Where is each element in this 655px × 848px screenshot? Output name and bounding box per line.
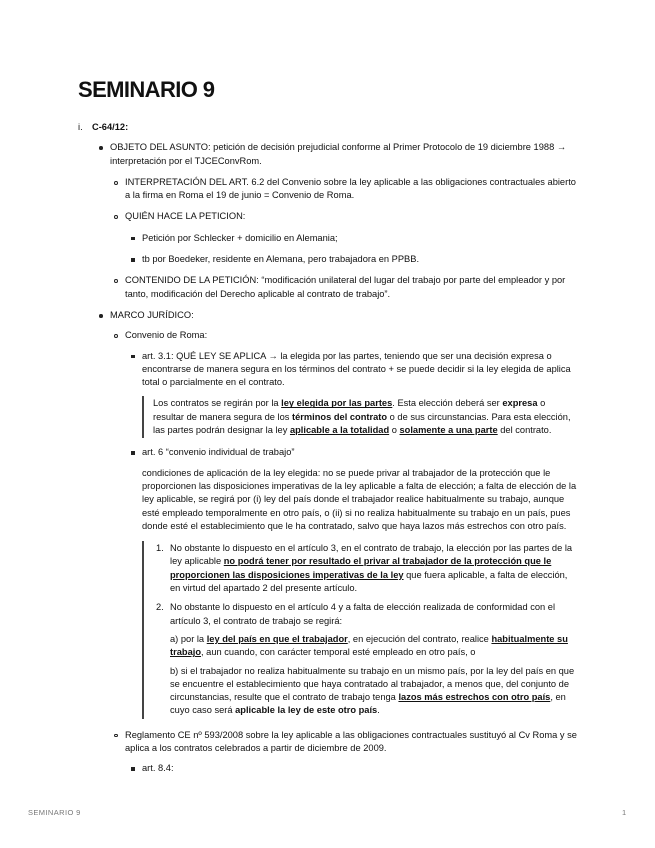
bullet-icon [99,314,103,318]
sub-item-a [170,633,578,660]
numbered-item-2 [156,601,578,717]
numbered-item-1 [156,542,578,595]
case-label: C-64/12: [92,122,129,132]
circle-bullet-icon [114,215,118,219]
item-text: , aun cuando, con carácter temporal esté empleado en otro país, o [201,647,476,658]
circle-bullet-icon [114,181,118,185]
art-3-1-text: QUÉ LEY SE APLICA → la elegida por las partes, teniendo que ser una decisión expresa o encontrarse de manera segura en los términos del contrato + se puede decidir si la ley elegida de aplica total o parcialmente en el contrato. [142,350,571,388]
boedeker-text: tb por Boedeker, residente en Alemana, pero trabajadora en PPBB. [142,254,420,265]
item-number: 1. [156,543,164,554]
peticion-text: Petición por Schlecker + domicilio en Alemania; [142,232,338,243]
item-highlight: ley del país en que el trabajador [206,633,348,644]
objeto-text: : petición de decisión prejudicial conforme al Primer Protocolo de 19 diciembre 1988 → interpretación por el TJCEConvRom. [110,142,567,166]
contenido-text: : “modificación unilateral del lugar del trabajo por parte del empleador y por tanto, modificación del Derecho aplicable al contrato de trabajo”. [125,275,566,299]
item-text: No obstante lo dispuesto en el artículo 3, en el contrato de trabajo, la elección por las partes de la ley aplicable [170,543,573,567]
list-item-boedeker [78,253,578,266]
quote-text: del contrato. [497,425,552,436]
quote-text: Los contratos se regirán por la [153,398,282,409]
condiciones-paragraph: condiciones de aplicación de la ley elegida: no se puede privar al trabajador de la protección que le proporcionen las disposiciones imperativas de la ley aplicable a falta de elección; a falta de elección de la ley aplicable, se regirá por (i) ley del país donde el trabajador realice habitualmente su trabajo, aunque esté empleado temporalmente en otro país, o (ii) si no realiza habitualmente su trabajo en un país, pues donde esté el establecimiento que le ha contratado, salvo que haya lazos más estrechos con otro país. [142,467,577,531]
list-item-objeto [78,141,578,168]
item-number: 2. [156,602,164,613]
item-text: , en ejecución del contrato, realice [347,633,492,644]
bullet-icon [99,146,103,150]
item-text: No obstante lo dispuesto en el artículo 4 y a falta de elección realizada de conformidad con el artículo 3, el contrato de trabajo se regirá: [170,602,556,626]
interpretacion-text: INTERPRETACIÓN DEL ART. 6.2 del Convenio sobre la ley aplicable a las obligaciones contractuales abierto a la firma en Roma el 19 de junio = Convenio de Roma. [125,176,576,201]
quote-highlight: términos del contrato [292,411,388,422]
quote-text: o resultar de manera segura de los [153,398,546,422]
item-highlight: aplicable la ley de este otro país [235,705,378,716]
sub-item-b [170,665,578,718]
list-item-art-6 [78,446,578,459]
item-text: , en cuyo caso será [170,692,566,716]
item-highlight: lazos más estrechos con otro país [398,692,551,703]
marco-text: MARCO JURÍDICO: [110,309,194,320]
item-highlight: no podrá tener por resultado el privar al trabajador de la protección que le proporcionen las disposiciones imperativas de la ley [170,556,552,580]
footer-title: SEMINARIO 9 [28,808,81,817]
art-6-text: art. 6 “convenio individual de trabajo” [142,447,295,458]
circle-bullet-icon [114,279,118,283]
list-item-reglamento [78,729,578,756]
list-item-convenio-roma [78,329,578,342]
blockquote-art-6 [142,541,578,719]
objeto-label: OBJETO DEL ASUNTO [110,142,208,153]
list-item-interpretacion [78,176,578,203]
item-text: b) si el trabajador no realiza habitualmente su trabajo en un mismo país, por la ley del país en que se encuentre el establecimiento que haya contratado al trabajador, a menos que, del conjunto de circunstancias, resulte que el contrato de trabajo tenga [170,665,575,703]
quote-text: . Esta elección deberá ser [392,398,503,409]
list-item-quien [78,210,578,223]
quote-highlight: aplicable a la totalidad [289,425,390,436]
item-text: que fuera aplicable, a falta de elección, en virtud del apartado 2 del presente artículo. [170,569,568,594]
item-text: a) por la [170,633,207,644]
roman-numeral: i. [78,122,83,132]
square-bullet-icon [131,767,135,771]
contenido-label: CONTENIDO DE LA PETICIÓN [125,275,257,286]
art-8-4-text: art. 8.4: [142,763,174,774]
square-bullet-icon [131,355,135,359]
square-bullet-icon [131,451,135,455]
page-title: SEMINARIO 9 [78,77,215,102]
quote-highlight: ley elegida por las partes [281,398,393,409]
quote-text: o [389,425,400,436]
reglamento-text: Reglamento CE nº 593/2008 sobre la ley aplicable a las obligaciones contractuales sustituyó al Cv Roma y se aplica a los contratos celebrados a partir de diciembre de 2009. [125,729,577,753]
list-item-marco [78,309,578,322]
list-item-contenido [78,274,578,301]
square-bullet-icon [131,258,135,262]
art-3-1-label: art. 3.1: [142,350,174,361]
convenio-roma-text: Convenio de Roma: [125,330,208,341]
quien-text: QUIÉN HACE LA PETICION: [125,211,246,222]
quote-text: o de sus circunstancias. Para esta elección, las partes podrán designar la ley [153,411,571,436]
list-item-art-8-4 [78,762,578,775]
list-item-art-3-1 [78,350,578,390]
item-highlight: habitualmente su trabajo [170,633,568,658]
page-number: 1 [622,808,627,817]
quote-highlight: expresa [502,398,538,409]
item-text: . [377,705,380,716]
circle-bullet-icon [114,734,118,738]
blockquote-art-3-1 [142,396,578,438]
square-bullet-icon [131,237,135,241]
circle-bullet-icon [114,334,118,338]
list-item-peticion [78,232,578,245]
document-body [78,121,578,776]
quote-highlight: solamente a una parte [399,425,498,436]
section-heading [78,121,578,134]
